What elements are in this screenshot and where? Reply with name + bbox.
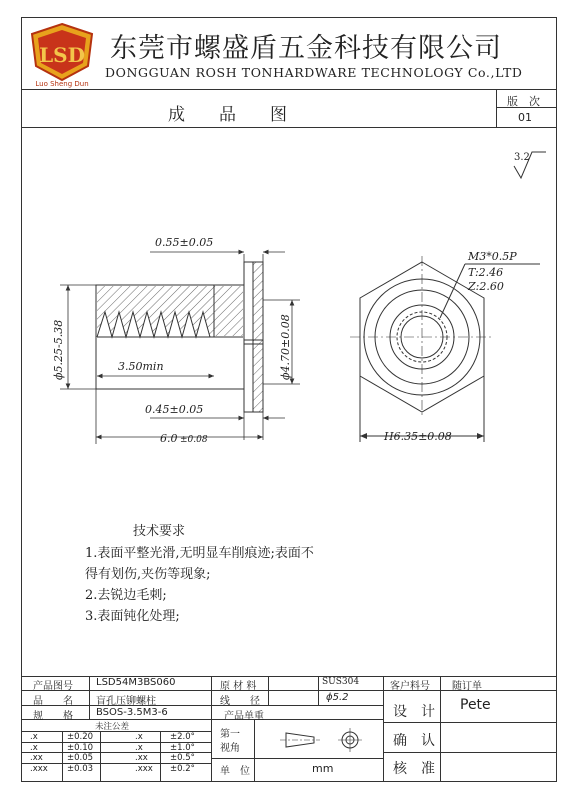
projection-label-2: 视角 — [220, 743, 240, 754]
length-dim: 6.0 — [160, 432, 178, 445]
tolerance-cell: .x — [30, 732, 38, 742]
tolerance-cell: ±0.5° — [170, 753, 195, 763]
thread-spec: M3*0.5P — [468, 250, 517, 263]
thread-depth-dim: 3.50min — [118, 360, 164, 373]
flange-thickness-dim: 0.55±0.05 — [155, 236, 214, 249]
roughness-value: 3.2 — [514, 152, 530, 163]
material-label: 原 材 料 — [220, 681, 257, 692]
tolerance-cell: ±0.05 — [67, 753, 94, 763]
first-angle-projection-icon — [258, 722, 378, 756]
thread-z: Z:2.60 — [468, 280, 504, 293]
requirement-line-2: 得有划伤,夹伤等现象; — [85, 567, 211, 582]
unit-value: mm — [312, 762, 334, 775]
sheet-title: 成 品 图 — [168, 105, 287, 125]
design-label: 设 计 — [393, 704, 435, 720]
thread-t: T:2.46 — [468, 266, 504, 279]
head-thickness-dim: 0.45±0.05 — [145, 403, 204, 416]
spec-label: 规 格 — [33, 711, 73, 722]
shank-diameter-dim: ϕ4.70±0.08 — [279, 314, 292, 380]
tolerance-cell: ±0.20 — [67, 732, 94, 742]
version-label: 版 次 — [507, 95, 540, 108]
tolerance-cell: ±0.03 — [67, 764, 94, 774]
projection-label-1: 第一 — [220, 729, 240, 740]
tolerance-cell: ±0.2° — [170, 764, 195, 774]
company-name-cn: 东莞市螺盛盾五金科技有限公司 — [110, 33, 502, 64]
review-label: 核 准 — [393, 761, 435, 777]
tolerance-cell: .x — [135, 743, 143, 753]
tolerance-title: 未注公差 — [95, 722, 130, 732]
unit-weight-label: 产品单重 — [224, 711, 264, 722]
designer-name: Pete — [460, 697, 491, 713]
material-value: SUS304 — [322, 677, 360, 687]
tolerance-cell: ±0.10 — [67, 743, 94, 753]
tolerance-cell: ±1.0° — [170, 743, 195, 753]
name-value: 盲孔压铆螺柱 — [96, 696, 156, 707]
company-name-en: DONGGUAN ROSH TONHARDWARE TECHNOLOGY Co.,LTD — [105, 65, 523, 80]
version-value: 01 — [518, 111, 532, 124]
section-view — [96, 262, 263, 412]
requirement-line-3: 2.去锐边毛刺; — [85, 588, 167, 603]
hex-width-dim: H6.35±0.08 — [384, 430, 452, 443]
customer-no-label: 客户料号 — [390, 681, 430, 692]
tolerance-cell: .x — [135, 732, 143, 742]
hex-view — [350, 256, 540, 442]
tolerance-cell: ±2.0° — [170, 732, 195, 742]
tolerance-cell: .xxx — [30, 764, 48, 774]
tolerance-cell: .xx — [30, 753, 43, 763]
requirement-line-1: 1.表面平整光滑,无明显车削痕迹;表面不 — [85, 546, 314, 561]
svg-text:LSD: LSD — [39, 43, 85, 67]
tolerance-cell: .xx — [135, 753, 148, 763]
requirement-line-4: 3.表面钝化处理; — [85, 609, 180, 624]
tolerance-cell: .xxx — [135, 764, 153, 774]
tolerance-cell: .x — [30, 743, 38, 753]
product-no-label: 产品图号 — [33, 681, 73, 692]
order-label: 随订单 — [452, 681, 482, 692]
unit-label: 单 位 — [220, 766, 250, 777]
wire-dia-value: ϕ5.2 — [326, 692, 349, 703]
length-tolerance: ±0.08 — [180, 435, 208, 445]
outer-diameter-dim: ϕ5.25-5.38 — [52, 319, 65, 380]
product-no-value: LSD54M3BS060 — [96, 677, 176, 688]
requirements-title: 技术要求 — [133, 524, 186, 539]
logo-caption: Luo Sheng Dun — [35, 80, 89, 88]
confirm-label: 确 认 — [393, 733, 435, 749]
name-label: 品 名 — [33, 696, 73, 707]
wire-dia-label: 线 径 — [220, 696, 260, 707]
spec-value: BSOS-3.5M3-6 — [96, 707, 168, 718]
